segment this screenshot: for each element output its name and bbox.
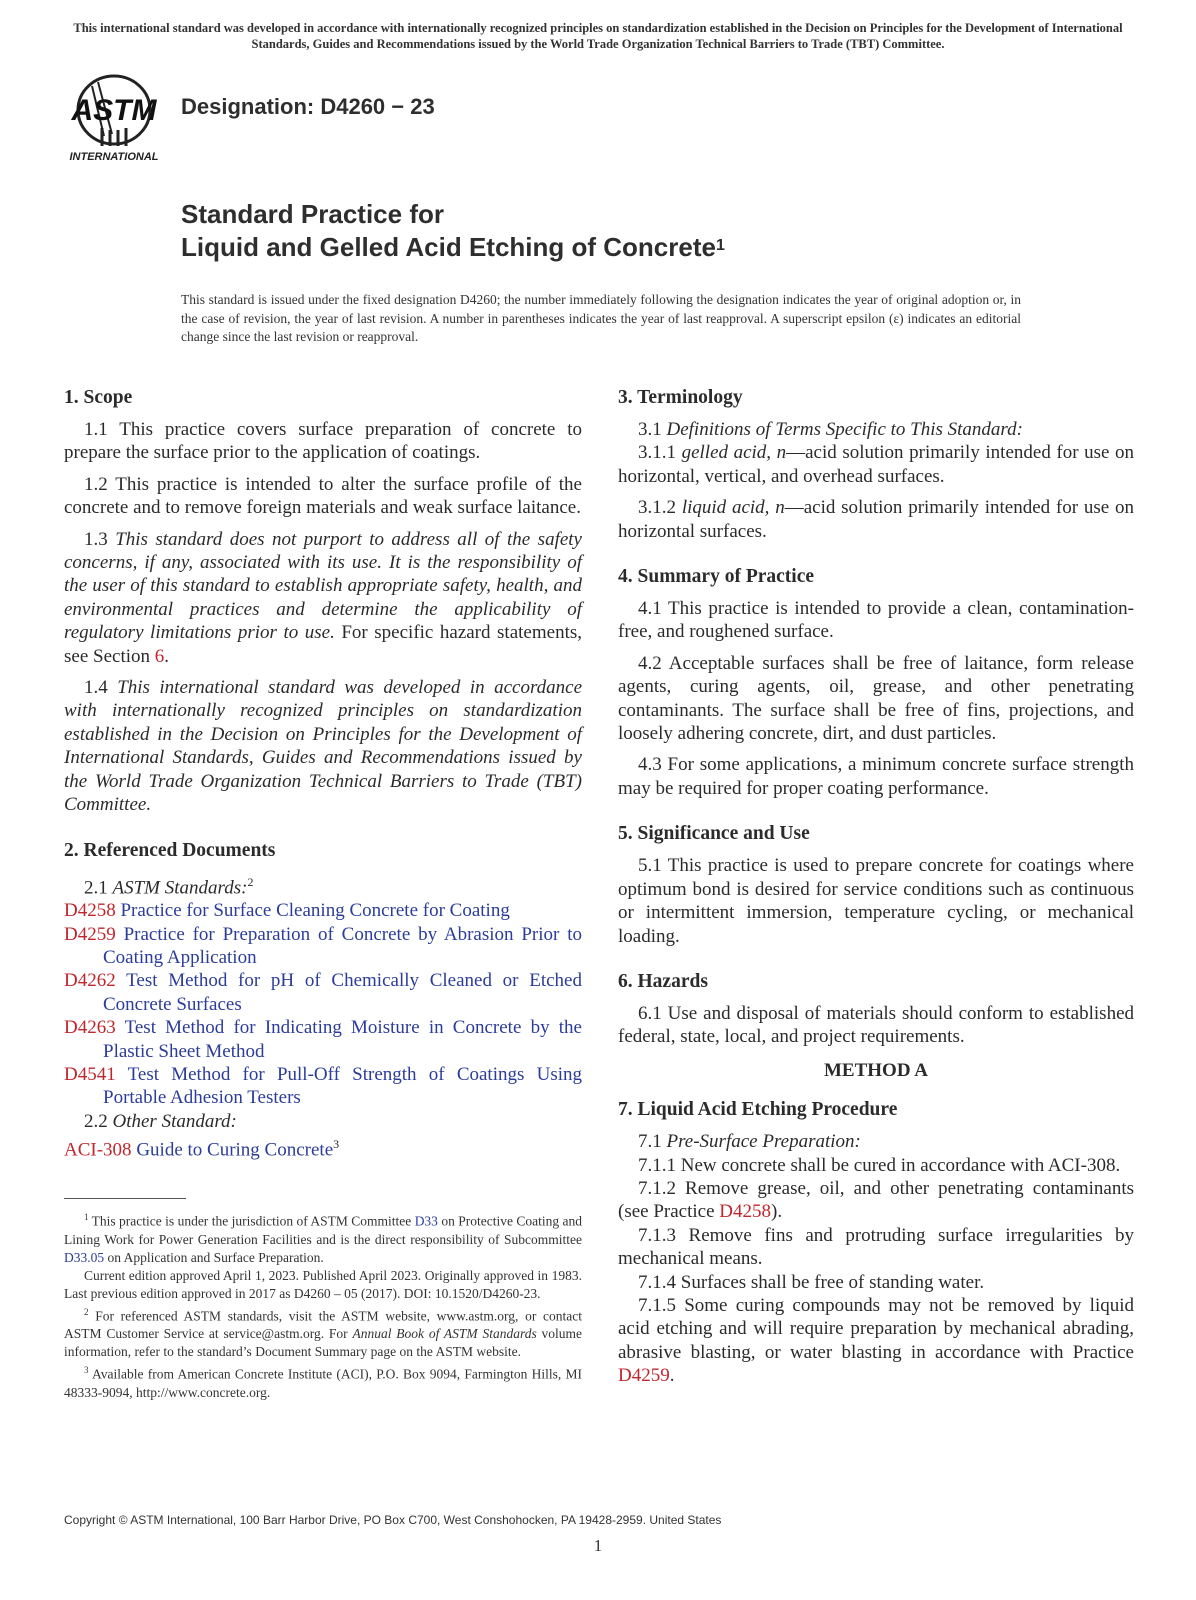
ref-title[interactable]: Practice for Preparation of Concrete by Abrasion Prior to Coating Application	[103, 923, 582, 969]
ref-title[interactable]: Practice for Surface Cleaning Concrete for Coating	[115, 900, 510, 922]
ref-title[interactable]: Test Method for Indicating Moisture in Concrete by the Plastic Sheet Method	[103, 1017, 582, 1062]
footnote-1-b: on Protective Coating and Lining Work for Power Generation Facilities and is the direct responsibility of Subcommittee	[64, 1213, 582, 1247]
ref-item	[64, 1016, 582, 1063]
ref-code-d4262[interactable]: D4262	[64, 970, 116, 992]
footnote-3-text: Available from American Concrete Institute (ACI), P.O. Box 9094, Farmington Hills, MI 48333-9094, http://www.concrete.org.	[64, 1366, 582, 1400]
d4258-link[interactable]: D4258	[719, 1201, 772, 1223]
ref-aci-sup[interactable]: 3	[333, 1137, 340, 1152]
footnote-1-edition: Current edition approved April 1, 2023. Published April 2023. Originally approved in 1983. Last previous edition approved in 2017 as D4260 – 05 (2017). DOI: 10.1520/D4260-23.	[64, 1267, 582, 1301]
significance-5-1: 5.1 This practice is used to prepare concrete for coatings where optimum bond is desired for service conditions such as continuous or intermittent immersion, temperature cycling, or mechanical loading.	[618, 855, 1134, 947]
summary-4-3: 4.3 For some applications, a minimum concrete surface strength may be required for proper coating performance.	[618, 754, 1134, 799]
refdocs-2-1-num: 2.1	[84, 876, 113, 898]
ref-item	[64, 923, 582, 970]
term-3-1	[618, 418, 1134, 441]
proc-7-1-2-a: 7.1.2 Remove grease, oil, and other penetrating contaminants (see Practice	[618, 1177, 1134, 1223]
term-3-1-2-def: —acid solution primarily intended for use on horizontal surfaces.	[618, 497, 1135, 542]
title-line-2-text: Liquid and Gelled Acid Etching of Concrete	[181, 232, 716, 262]
astm-logo-graphic	[62, 72, 170, 168]
footnote-2-b: volume information, refer to the standard’s Document Summary page on the ASTM website.	[64, 1326, 583, 1359]
significance-heading: 5. Significance and Use	[618, 823, 810, 845]
scope-1-3-end: .	[164, 645, 170, 667]
document-title	[181, 198, 725, 264]
page-number: 1	[593, 1536, 603, 1555]
footnote-2	[64, 1303, 582, 1362]
ref-code-d4258[interactable]: D4258	[64, 900, 116, 922]
footnote-1-c: on Application and Surface Preparation.	[104, 1249, 324, 1265]
scope-1-4-num: 1.4	[84, 677, 118, 699]
proc-7-1-2-b: ).	[771, 1201, 783, 1223]
footnote-1-sup: 1	[84, 1212, 89, 1222]
summary-4-2: 4.2 Acceptable surfaces shall be free of laitance, form release agents, curing agents, oil, grease, and other penetrating contaminants. The surface shall be free of fins, projections, and loosely adhering concrete, dirt, and dust particles.	[618, 652, 1134, 745]
logo-text: ASTM	[71, 94, 157, 127]
ref-code-aci308[interactable]: ACI-308	[64, 1139, 132, 1161]
footnote-divider	[64, 1198, 186, 1199]
summary-heading: 4. Summary of Practice	[618, 566, 815, 588]
scope-1-2: 1.2 This practice is intended to alter the surface profile of the concrete and to remove foreign materials and weak surface laitance.	[64, 473, 582, 519]
proc-7-1-num: 7.1	[638, 1131, 667, 1153]
subcommittee-link[interactable]: D33.05	[64, 1249, 105, 1265]
proc-7-1-1: 7.1.1 New concrete shall be cured in accordance with ACI-308.	[638, 1154, 1121, 1176]
terminology-heading: 3. Terminology	[618, 387, 743, 408]
right-column	[618, 386, 1134, 1388]
refdocs-2-1-sup[interactable]: 2	[247, 874, 254, 889]
term-3-1-2	[618, 496, 1134, 543]
left-column	[64, 386, 582, 1162]
term-3-1-1-num: 3.1.1	[638, 442, 682, 464]
ref-code-d4259[interactable]: D4259	[64, 923, 116, 945]
committee-d33-link[interactable]: D33	[414, 1213, 438, 1229]
astm-logo	[62, 72, 170, 168]
proc-7-1-italic: Pre-Surface Preparation:	[666, 1131, 861, 1153]
proc-7-1-4: 7.1.4 Surfaces shall be free of standing water.	[638, 1271, 985, 1293]
wto-notice: This international standard was developed in accordance with internationally recognized principles on standardization established in the Decision on Principles for the Development of International Standards, Guides and Recommendations issued by the World Trade Organization Technical Barriers to Trade (TBT) Committee.	[73, 21, 1123, 51]
term-liquid-acid: liquid acid, n	[681, 497, 785, 519]
ref-item	[64, 969, 582, 1016]
footnote-3-sup: 3	[84, 1365, 89, 1375]
copyright: Copyright © ASTM International, 100 Barr Harbor Drive, PO Box C700, West Conshohocken, PA 19428-2959. United States	[64, 1513, 722, 1527]
ref-title[interactable]: Guide to Curing Concrete	[131, 1139, 334, 1161]
logo-subtext: INTERNATIONAL	[69, 151, 159, 163]
method-a-heading: METHOD A	[824, 1059, 928, 1081]
title-line-2	[181, 231, 725, 264]
title-footnote-ref[interactable]: 1	[715, 237, 725, 254]
d4259-link[interactable]: D4259	[618, 1365, 670, 1387]
refdocs-heading: 2. Referenced Documents	[64, 839, 276, 861]
proc-7-1	[618, 1130, 1134, 1153]
designation: Designation: D4260 − 23	[181, 94, 435, 119]
scope-1-1: 1.1 This practice covers surface preparation of concrete to prepare the surface prior to the application of coatings.	[64, 419, 582, 464]
hazards-6-1: 6.1 Use and disposal of materials should conform to established federal, state, local, and project requirements.	[618, 1002, 1134, 1048]
scope-1-3-num: 1.3	[84, 528, 116, 550]
term-3-1-italic: Definitions of Terms Specific to This Standard:	[666, 419, 1023, 440]
term-3-1-2-num: 3.1.2	[638, 497, 682, 519]
title-line-1: Standard Practice for	[181, 199, 444, 229]
footnote-2-italic: Annual Book of ASTM Standards	[352, 1326, 537, 1341]
refdocs-2-2-label: Other Standard:	[112, 1110, 237, 1132]
scope-1-3	[64, 528, 582, 668]
scope-1-4-italic: This international standard was developed in accordance with internationally recognized principles on standardization established in the Decision on Principles for the Development of International Standards, Guides and Recommendations issued by the World Trade Organization Technical Barriers to Trade (TBT) Committee.	[64, 677, 582, 816]
ref-title[interactable]: Test Method for Pull-Off Strength of Coatings Using Portable Adhesion Testers	[103, 1064, 582, 1109]
scope-1-3-italic: This standard does not purport to address all of the safety concerns, if any, associated with its use. It is the responsibility of the user of this standard to establish appropriate safety, health, and environmental practices and determine the applicability of regulatory limitations prior to use.	[64, 528, 582, 644]
proc-7-1-5-a: 7.1.5 Some curing compounds may not be removed by liquid acid etching and will require preparation by mechanical abrading, abrasive blasting, or water blasting in accordance with Practice	[618, 1294, 1134, 1363]
refdocs-2-2-num: 2.2	[84, 1110, 113, 1132]
scope-1-3-tail: For specific hazard statements, see Section	[64, 622, 582, 667]
ref-item	[64, 899, 582, 922]
term-3-1-1	[618, 441, 1134, 488]
scope-1-4	[64, 676, 582, 816]
procedure-heading: 7. Liquid Acid Etching Procedure	[618, 1099, 898, 1121]
footnote-2-a: For referenced ASTM standards, visit the ASTM website, www.astm.org, or contact ASTM Customer Service at service@astm.org. For	[64, 1308, 582, 1341]
proc-7-1-2	[618, 1177, 1134, 1224]
ref-code-d4263[interactable]: D4263	[64, 1017, 116, 1039]
ref-title[interactable]: Test Method for pH of Chemically Cleaned or Etched Concrete Surfaces	[103, 970, 582, 1015]
refdocs-2-1	[64, 871, 582, 900]
term-gelled-acid: gelled acid, n	[681, 442, 787, 464]
ref-code-d4541[interactable]: D4541	[64, 1064, 116, 1086]
footnotes	[64, 1208, 582, 1402]
proc-7-1-5	[618, 1294, 1134, 1388]
footnote-3	[64, 1361, 582, 1402]
section-6-link[interactable]: 6	[154, 645, 165, 667]
proc-7-1-5-b: .	[669, 1365, 675, 1387]
refdocs-2-1-label: ASTM Standards:	[112, 876, 248, 898]
summary-4-1: 4.1 This practice is intended to provide a clean, contamination-free, and roughened surface.	[618, 598, 1134, 643]
footnote-2-sup: 2	[84, 1306, 89, 1317]
footnote-1-a: This practice is under the jurisdiction of ASTM Committee	[88, 1213, 415, 1229]
term-3-1-num: 3.1	[638, 419, 667, 440]
proc-7-1-3: 7.1.3 Remove fins and protruding surface irregularities by mechanical means.	[618, 1224, 1134, 1270]
ref-item	[64, 1063, 582, 1110]
footnote-1	[64, 1208, 582, 1267]
ref-item	[64, 1133, 582, 1162]
term-3-1-1-def: —acid solution primarily intended for use on horizontal, vertical, and overhead surfaces.	[618, 442, 1135, 487]
scope-heading: 1. Scope	[64, 387, 133, 408]
issued-note: This standard is issued under the fixed designation D4260; the number immediately following the designation indicates the year of original adoption or, in the case of revision, the year of last revision. A number in parentheses indicates the year of last reapproval. A superscript epsilon (ε) indicates an editorial change since the last revision or reapproval.	[181, 292, 1021, 344]
hazards-heading: 6. Hazards	[618, 970, 708, 992]
refdocs-2-2	[64, 1110, 582, 1133]
